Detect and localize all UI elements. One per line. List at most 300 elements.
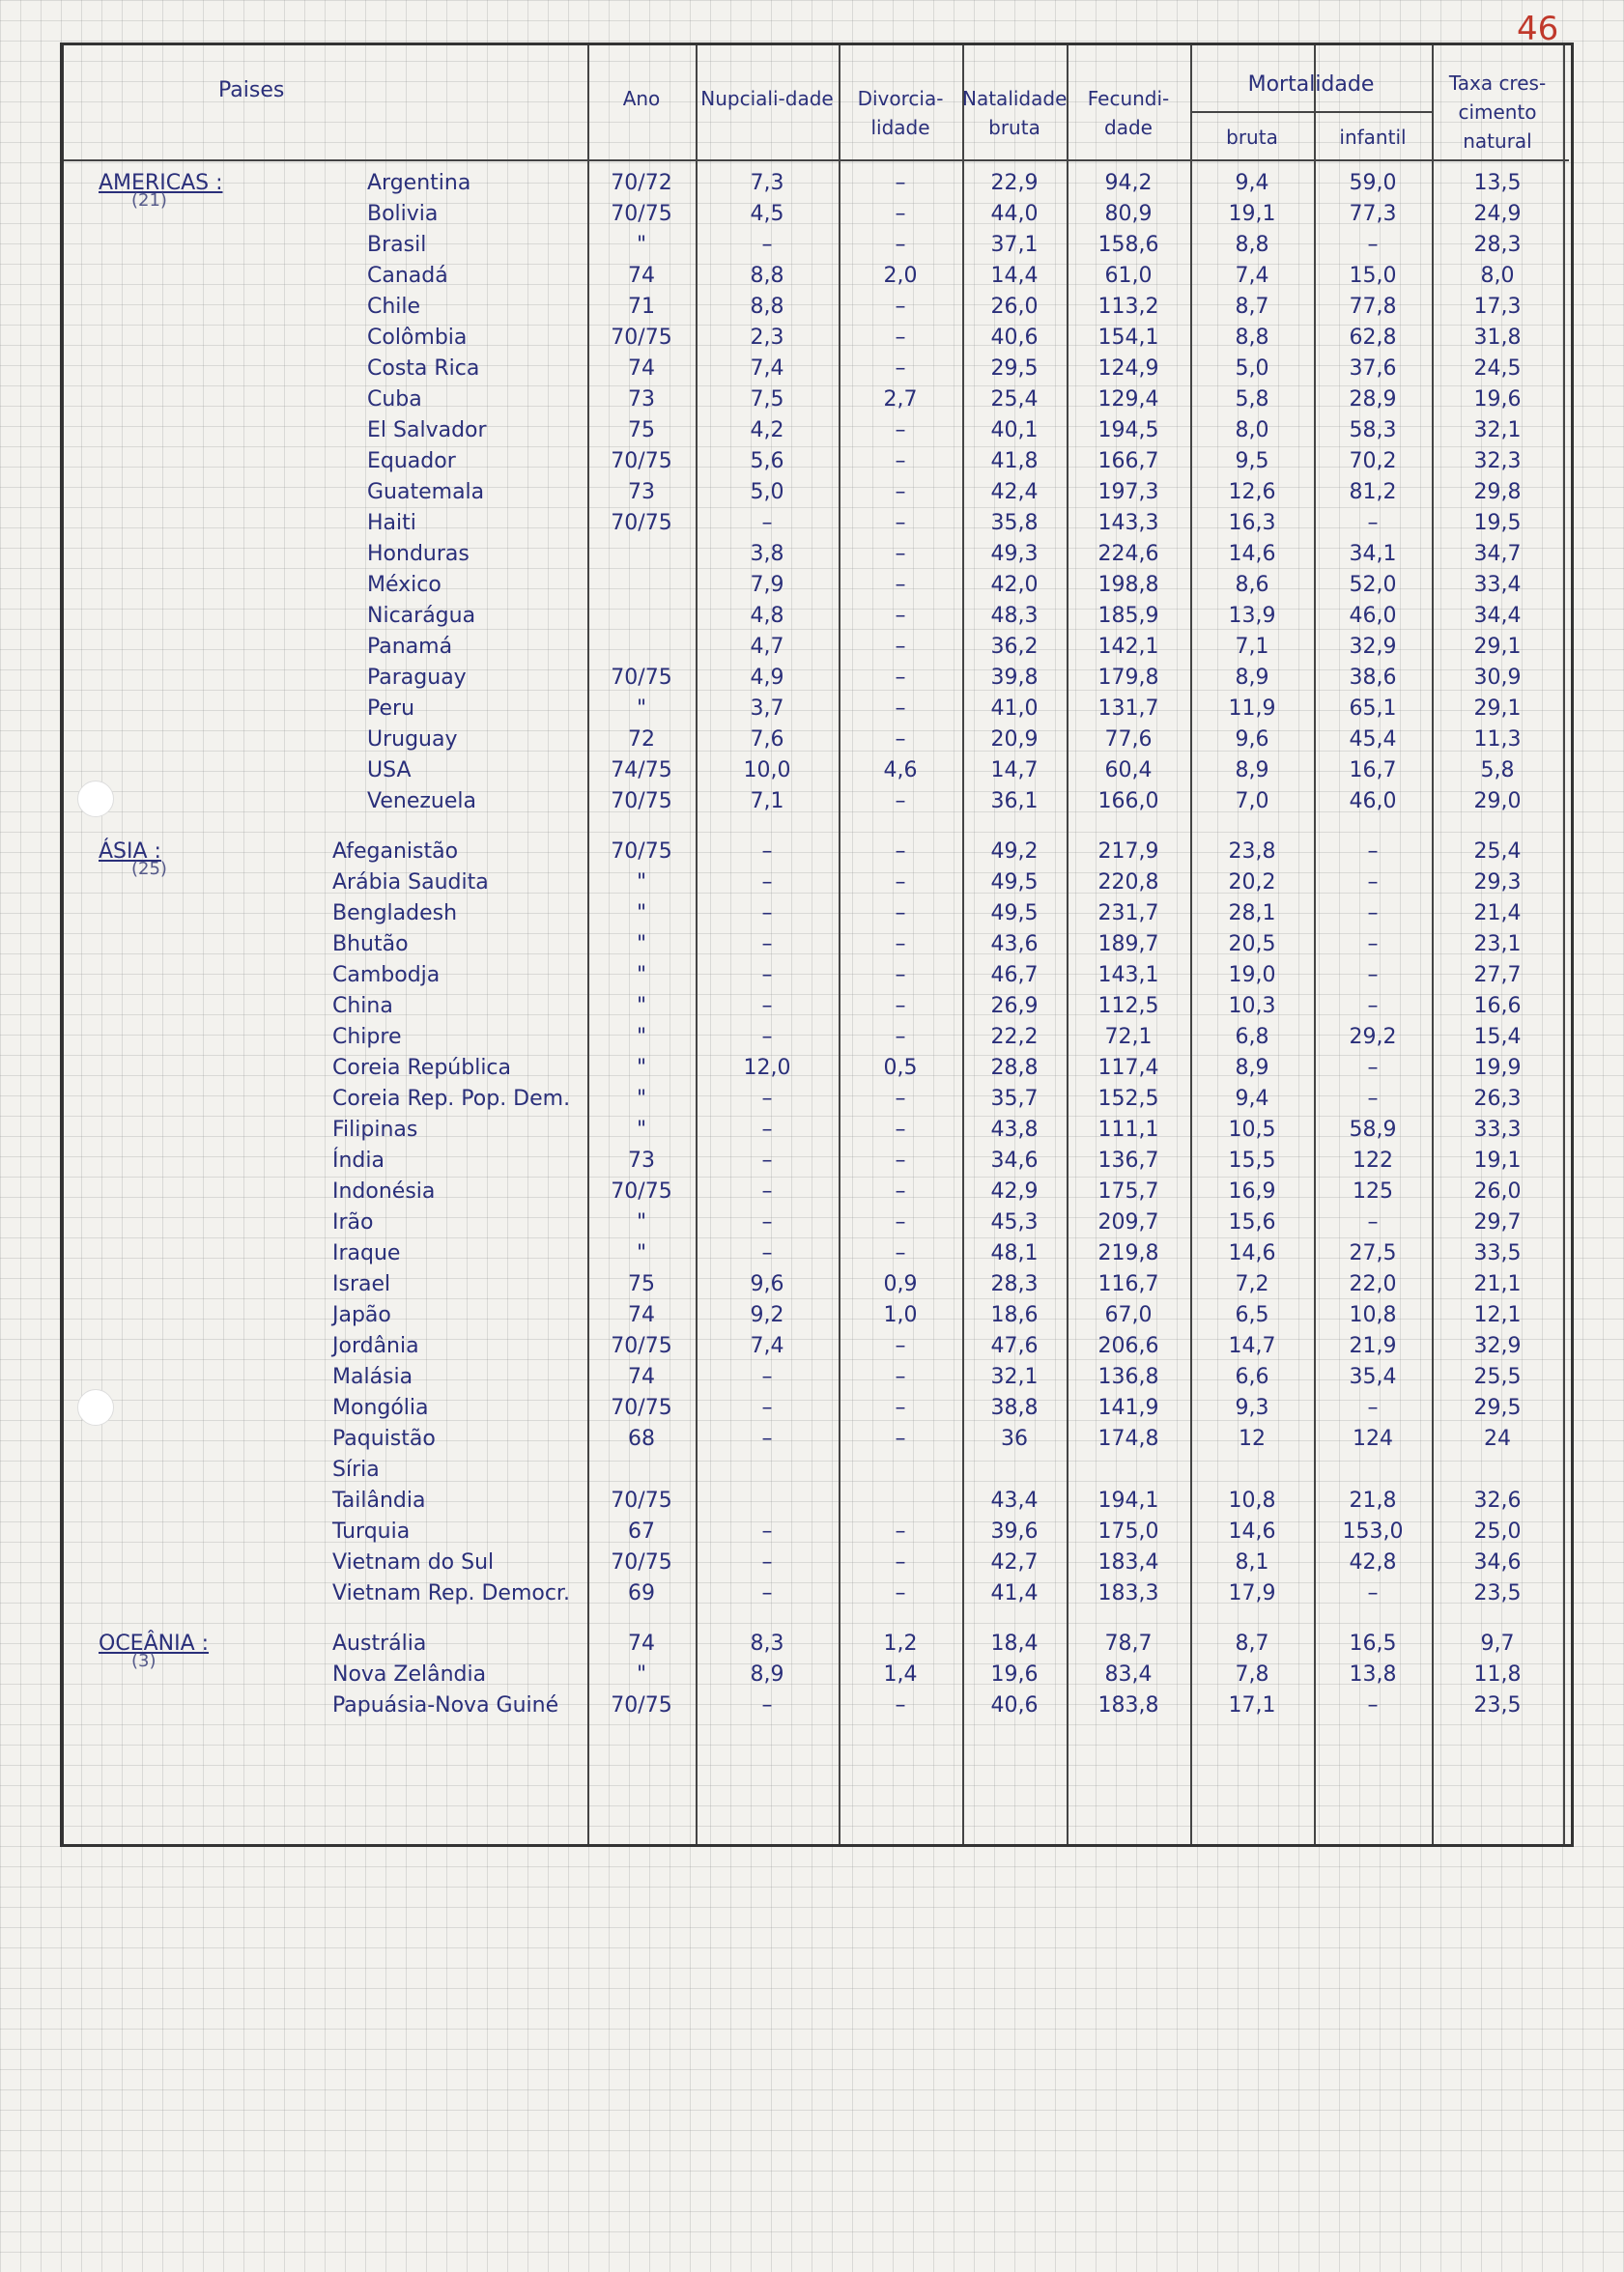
cell-fecundidade: 143,1 — [1097, 962, 1159, 987]
table-row — [64, 414, 1563, 445]
cell-fecundidade: 179,8 — [1097, 665, 1159, 690]
table-row — [64, 1516, 1563, 1547]
cell-natalidade: 40,6 — [990, 1692, 1039, 1718]
cell-mort-bruta: 6,5 — [1235, 1302, 1269, 1327]
cell-nupcialidade: – — [761, 962, 773, 987]
cell-divorcialidade: – — [895, 1086, 906, 1111]
cell-mort-bruta: 10,8 — [1228, 1488, 1276, 1513]
cell-fecundidade: 78,7 — [1104, 1631, 1153, 1656]
cell-ano: 70/75 — [611, 1395, 672, 1420]
cell-natalidade: 48,1 — [990, 1240, 1039, 1265]
cell-ano: " — [636, 993, 647, 1018]
cell-natalidade: 43,4 — [990, 1488, 1039, 1513]
cell-mort-bruta: 7,2 — [1235, 1271, 1269, 1296]
cell-mort-infantil: 77,3 — [1349, 201, 1397, 226]
cell-mort-bruta: 5,8 — [1235, 386, 1269, 412]
cell-natalidade: 42,7 — [990, 1549, 1039, 1575]
cell-fecundidade: 60,4 — [1104, 757, 1153, 782]
cell-mort-infantil: – — [1367, 931, 1379, 956]
cell-ano: " — [636, 1117, 647, 1142]
country-name: México — [367, 572, 442, 597]
cell-taxa: 8,0 — [1480, 263, 1515, 288]
country-name: Vietnam do Sul — [332, 1549, 495, 1575]
cell-ano: 68 — [628, 1426, 655, 1451]
cell-divorcialidade: – — [895, 1364, 906, 1389]
cell-mort-bruta: 10,5 — [1228, 1117, 1276, 1142]
country-name: Paquistão — [332, 1426, 436, 1451]
cell-nupcialidade: 8,3 — [750, 1631, 784, 1656]
cell-divorcialidade: – — [895, 696, 906, 721]
cell-nupcialidade: 9,6 — [750, 1271, 784, 1296]
cell-nupcialidade: 4,9 — [750, 665, 784, 690]
cell-nupcialidade: 9,2 — [750, 1302, 784, 1327]
cell-taxa: 11,8 — [1473, 1661, 1522, 1687]
cell-fecundidade: 166,0 — [1097, 788, 1159, 813]
separator-cell — [962, 1608, 1067, 1628]
table-row — [64, 1454, 1563, 1485]
cell-mort-infantil: 32,9 — [1349, 634, 1397, 659]
table-row — [64, 1052, 1563, 1083]
cell-nupcialidade: 7,5 — [750, 386, 784, 412]
cell-mort-infantil: – — [1367, 1055, 1379, 1080]
cell-fecundidade: 113,2 — [1097, 294, 1159, 319]
cell-mort-infantil: 13,8 — [1349, 1661, 1397, 1687]
table-row — [64, 1577, 1563, 1608]
region-count: (3) — [131, 1651, 157, 1671]
cell-taxa: 21,1 — [1473, 1271, 1522, 1296]
country-name: Nova Zelândia — [332, 1661, 487, 1687]
cell-natalidade: 47,6 — [990, 1333, 1039, 1358]
cell-divorcialidade: – — [895, 325, 906, 350]
cell-divorcialidade — [839, 1485, 962, 1516]
cell-taxa: 29,8 — [1473, 479, 1522, 504]
cell-divorcialidade: – — [895, 634, 906, 659]
separator-cell — [1067, 816, 1190, 836]
cell-mort-infantil: 81,2 — [1349, 479, 1397, 504]
cell-nupcialidade: – — [761, 900, 773, 925]
cell-taxa: 33,4 — [1473, 572, 1522, 597]
country-name: Chile — [367, 294, 421, 319]
cell-divorcialidade: – — [895, 1024, 906, 1049]
cell-nupcialidade: 3,7 — [750, 696, 784, 721]
country-name: Uruguay — [367, 726, 458, 752]
country-name: Vietnam Rep. Democr. — [332, 1580, 570, 1605]
country-name: Síria — [332, 1457, 380, 1482]
cell-mort-bruta: 16,3 — [1228, 510, 1276, 535]
cell-mort-bruta: 9,4 — [1235, 170, 1269, 195]
cell-ano: 70/75 — [611, 838, 672, 864]
cell-divorcialidade: – — [895, 232, 906, 257]
table-row — [64, 866, 1563, 897]
table-row — [64, 754, 1563, 785]
cell-natalidade: 49,3 — [990, 541, 1039, 566]
cell-mort-infantil: – — [1367, 993, 1379, 1018]
country-name: Cuba — [367, 386, 422, 412]
cell-mort-bruta: 28,1 — [1228, 900, 1276, 925]
separator-cell — [962, 816, 1067, 836]
cell-fecundidade: 189,7 — [1097, 931, 1159, 956]
cell-divorcialidade: – — [895, 510, 906, 535]
table-row — [64, 1268, 1563, 1299]
cell-mort-bruta: 9,4 — [1235, 1086, 1269, 1111]
cell-taxa: 34,4 — [1473, 603, 1522, 628]
cell-fecundidade: 72,1 — [1104, 1024, 1153, 1049]
table-row — [64, 1021, 1563, 1052]
cell-mort-infantil: 38,6 — [1349, 665, 1397, 690]
cell-divorcialidade: – — [895, 1179, 906, 1204]
cell-nupcialidade: 7,4 — [750, 355, 784, 381]
country-name: Iraque — [332, 1240, 401, 1265]
cell-ano: 74 — [628, 355, 655, 381]
cell-nupcialidade: – — [761, 232, 773, 257]
cell-fecundidade: 183,3 — [1097, 1580, 1159, 1605]
cell-nupcialidade: 4,5 — [750, 201, 784, 226]
table-row — [64, 569, 1563, 600]
page-number: 46 — [1517, 10, 1559, 48]
cell-mort-infantil: – — [1367, 1580, 1379, 1605]
country-name: Brasil — [367, 232, 427, 257]
cell-mort-bruta: 8,9 — [1235, 757, 1269, 782]
cell-mort-infantil: 52,0 — [1349, 572, 1397, 597]
cell-ano: 70/72 — [611, 170, 672, 195]
cell-mort-bruta: 7,4 — [1235, 263, 1269, 288]
cell-mort-infantil: – — [1367, 900, 1379, 925]
table-row — [64, 1114, 1563, 1145]
header-mortalidade: Mortalidade — [1247, 72, 1375, 97]
table-row — [64, 167, 1563, 198]
cell-ano: 73 — [628, 1148, 655, 1173]
table-row — [64, 1299, 1563, 1330]
cell-ano: " — [636, 900, 647, 925]
cell-mort-infantil: 77,8 — [1349, 294, 1397, 319]
country-name: Costa Rica — [367, 355, 480, 381]
cell-taxa: 21,4 — [1473, 900, 1522, 925]
cell-mort-bruta: 14,6 — [1228, 1240, 1276, 1265]
cell-fecundidade: 217,9 — [1097, 838, 1159, 864]
cell-ano: 70/75 — [611, 201, 672, 226]
cell-fecundidade: 183,8 — [1097, 1692, 1159, 1718]
cell-mort-bruta: 7,0 — [1235, 788, 1269, 813]
cell-taxa: 29,3 — [1473, 869, 1522, 895]
country-name: Argentina — [367, 170, 471, 195]
cell-ano — [587, 600, 696, 631]
cell-fecundidade: 83,4 — [1104, 1661, 1153, 1687]
country-name: Equador — [367, 448, 456, 473]
cell-natalidade: 40,1 — [990, 417, 1039, 442]
cell-taxa: 23,5 — [1473, 1580, 1522, 1605]
table-row — [64, 600, 1563, 631]
cell-divorcialidade — [839, 1454, 962, 1485]
cell-mort-bruta: 11,9 — [1228, 696, 1276, 721]
punch-hole — [77, 781, 114, 817]
cell-ano: 70/75 — [611, 788, 672, 813]
country-name: Bolivia — [367, 201, 439, 226]
cell-taxa: 26,0 — [1473, 1179, 1522, 1204]
cell-nupcialidade: – — [761, 510, 773, 535]
cell-mort-bruta: 10,3 — [1228, 993, 1276, 1018]
cell-ano: 70/75 — [611, 1333, 672, 1358]
cell-natalidade: 35,8 — [990, 510, 1039, 535]
cell-nupcialidade: – — [761, 1148, 773, 1173]
cell-mort-bruta: 8,7 — [1235, 294, 1269, 319]
cell-natalidade: 18,6 — [990, 1302, 1039, 1327]
cell-divorcialidade: – — [895, 417, 906, 442]
cell-mort-infantil: 35,4 — [1349, 1364, 1397, 1389]
country-name: Austrália — [332, 1631, 427, 1656]
cell-natalidade: 26,9 — [990, 993, 1039, 1018]
cell-mort-infantil: 46,0 — [1349, 788, 1397, 813]
cell-taxa: 34,6 — [1473, 1549, 1522, 1575]
cell-fecundidade: 154,1 — [1097, 325, 1159, 350]
cell-ano: 72 — [628, 726, 655, 752]
cell-mort-bruta: 13,9 — [1228, 603, 1276, 628]
table-row — [64, 928, 1563, 959]
cell-mort-infantil: 153,0 — [1342, 1519, 1404, 1544]
cell-natalidade: 14,7 — [990, 757, 1039, 782]
cell-nupcialidade: 5,6 — [750, 448, 784, 473]
cell-nupcialidade: 8,8 — [750, 294, 784, 319]
cell-fecundidade: 112,5 — [1097, 993, 1159, 1018]
cell-mort-infantil: 28,9 — [1349, 386, 1397, 412]
cell-mort-infantil: – — [1367, 1209, 1379, 1235]
cell-mort-bruta: 7,1 — [1235, 634, 1269, 659]
cell-taxa: 29,7 — [1473, 1209, 1522, 1235]
cell-mort-bruta: 5,0 — [1235, 355, 1269, 381]
cell-taxa: 19,6 — [1473, 386, 1522, 412]
cell-fecundidade: 219,8 — [1097, 1240, 1159, 1265]
country-name: Japão — [332, 1302, 391, 1327]
cell-mort-infantil: 15,0 — [1349, 263, 1397, 288]
cell-natalidade: 34,6 — [990, 1148, 1039, 1173]
cell-natalidade: 28,8 — [990, 1055, 1039, 1080]
header-nupcialidade: Nupciali-dade — [700, 87, 834, 110]
cell-nupcialidade: 8,8 — [750, 263, 784, 288]
header-mort-bruta: bruta — [1226, 126, 1278, 149]
cell-mort-bruta: 8,9 — [1235, 665, 1269, 690]
cell-fecundidade: 61,0 — [1104, 263, 1153, 288]
cell-mort-infantil: 10,8 — [1349, 1302, 1397, 1327]
cell-natalidade: 41,8 — [990, 448, 1039, 473]
country-name: Peru — [367, 696, 415, 721]
cell-divorcialidade: – — [895, 1209, 906, 1235]
country-name: Coreia Rep. Pop. Dem. — [332, 1086, 571, 1111]
cell-divorcialidade: – — [895, 726, 906, 752]
table-row — [64, 1392, 1563, 1423]
cell-fecundidade: 166,7 — [1097, 448, 1159, 473]
cell-fecundidade: 224,6 — [1097, 541, 1159, 566]
cell-nupcialidade: 7,6 — [750, 726, 784, 752]
cell-nupcialidade: – — [761, 1117, 773, 1142]
cell-mort-infantil: 37,6 — [1349, 355, 1397, 381]
cell-taxa: 15,4 — [1473, 1024, 1522, 1049]
separator-cell — [587, 1608, 696, 1628]
cell-taxa: 9,7 — [1480, 1631, 1515, 1656]
cell-nupcialidade: – — [761, 1179, 773, 1204]
cell-fecundidade: 143,3 — [1097, 510, 1159, 535]
cell-divorcialidade: – — [895, 479, 906, 504]
separator-cell — [696, 1608, 839, 1628]
country-name: Mongólia — [332, 1395, 429, 1420]
cell-mort-infantil: 122 — [1353, 1148, 1393, 1173]
cell-fecundidade: 185,9 — [1097, 603, 1159, 628]
table-row — [64, 1659, 1563, 1690]
header-ano: Ano — [622, 87, 661, 110]
cell-natalidade: 36 — [1001, 1426, 1028, 1451]
separator-cell — [1190, 1608, 1314, 1628]
cell-mort-infantil: 16,5 — [1349, 1631, 1397, 1656]
country-name: Tailândia — [332, 1488, 426, 1513]
cell-divorcialidade: – — [895, 1333, 906, 1358]
cell-mort-bruta: 9,5 — [1235, 448, 1269, 473]
cell-divorcialidade: – — [895, 1117, 906, 1142]
cell-mort-infantil: 16,7 — [1349, 757, 1397, 782]
cell-taxa: 32,6 — [1473, 1488, 1522, 1513]
region-count: (21) — [131, 190, 167, 211]
cell-mort-bruta: 9,3 — [1235, 1395, 1269, 1420]
country-name: Bhutão — [332, 931, 409, 956]
cell-mort-infantil: 124 — [1353, 1426, 1393, 1451]
table-row — [64, 631, 1563, 662]
cell-nupcialidade: 3,8 — [750, 541, 784, 566]
separator-cell — [696, 816, 839, 836]
cell-fecundidade: 124,9 — [1097, 355, 1159, 381]
separator-cell — [1314, 1608, 1432, 1628]
cell-taxa: 5,8 — [1480, 757, 1515, 782]
separator-cell — [1432, 816, 1563, 836]
cell-divorcialidade: – — [895, 1519, 906, 1544]
cell-natalidade: 32,1 — [990, 1364, 1039, 1389]
cell-taxa: 19,1 — [1473, 1148, 1522, 1173]
cell-natalidade — [962, 1454, 1067, 1485]
cell-fecundidade: 194,5 — [1097, 417, 1159, 442]
table-row — [64, 897, 1563, 928]
cell-mort-infantil: 58,9 — [1349, 1117, 1397, 1142]
country-name: Chipre — [332, 1024, 402, 1049]
country-name: Israel — [332, 1271, 391, 1296]
country-name: Bengladesh — [332, 900, 458, 925]
cell-taxa: 26,3 — [1473, 1086, 1522, 1111]
separator-cell — [1067, 1608, 1190, 1628]
table-row — [64, 785, 1563, 816]
column-rule — [1563, 45, 1565, 1844]
country-name: Afeganistão — [332, 838, 459, 864]
cell-fecundidade: 80,9 — [1104, 201, 1153, 226]
cell-natalidade: 37,1 — [990, 232, 1039, 257]
cell-divorcialidade: – — [895, 170, 906, 195]
cell-nupcialidade: 4,8 — [750, 603, 784, 628]
region-label: OCEÂNIA : — [99, 1631, 210, 1656]
cell-natalidade: 39,8 — [990, 665, 1039, 690]
cell-divorcialidade: – — [895, 1549, 906, 1575]
cell-natalidade: 22,9 — [990, 170, 1039, 195]
table-row — [64, 291, 1563, 322]
cell-mort-bruta: 8,9 — [1235, 1055, 1269, 1080]
cell-ano: " — [636, 869, 647, 895]
cell-divorcialidade: – — [895, 931, 906, 956]
cell-nupcialidade: – — [761, 931, 773, 956]
cell-divorcialidade: – — [895, 541, 906, 566]
cell-divorcialidade: 2,7 — [883, 386, 918, 412]
cell-mort-bruta: 17,9 — [1228, 1580, 1276, 1605]
cell-ano: 69 — [628, 1580, 655, 1605]
cell-taxa — [1432, 1454, 1563, 1485]
cell-mort-bruta: 6,6 — [1235, 1364, 1269, 1389]
cell-taxa: 24,9 — [1473, 201, 1522, 226]
table-row — [64, 1690, 1563, 1720]
cell-ano: 67 — [628, 1519, 655, 1544]
cell-mort-bruta: 15,6 — [1228, 1209, 1276, 1235]
table-row — [64, 383, 1563, 414]
table-body — [64, 167, 1563, 1720]
cell-taxa: 24,5 — [1473, 355, 1522, 381]
cell-nupcialidade: 4,7 — [750, 634, 784, 659]
cell-mort-bruta: 6,8 — [1235, 1024, 1269, 1049]
table-row — [64, 1207, 1563, 1237]
table-row — [64, 959, 1563, 990]
cell-nupcialidade: – — [761, 1086, 773, 1111]
cell-nupcialidade: 8,9 — [750, 1661, 784, 1687]
cell-taxa: 32,1 — [1473, 417, 1522, 442]
cell-fecundidade: 67,0 — [1104, 1302, 1153, 1327]
country-name: Guatemala — [367, 479, 485, 504]
cell-divorcialidade: – — [895, 665, 906, 690]
cell-natalidade: 41,4 — [990, 1580, 1039, 1605]
cell-mort-infantil: 42,8 — [1349, 1549, 1397, 1575]
cell-taxa: 29,1 — [1473, 634, 1522, 659]
cell-ano — [587, 631, 696, 662]
cell-taxa: 31,8 — [1473, 325, 1522, 350]
cell-mort-bruta: 14,6 — [1228, 541, 1276, 566]
header-natalidade: Natalidade bruta — [962, 87, 1068, 139]
cell-fecundidade: 198,8 — [1097, 572, 1159, 597]
cell-taxa: 19,9 — [1473, 1055, 1522, 1080]
cell-mort-infantil: 65,1 — [1349, 696, 1397, 721]
cell-divorcialidade: – — [895, 1395, 906, 1420]
cell-mort-infantil: – — [1367, 510, 1379, 535]
table-row — [64, 229, 1563, 260]
cell-divorcialidade: 1,4 — [883, 1661, 918, 1687]
cell-natalidade: 26,0 — [990, 294, 1039, 319]
cell-ano: 73 — [628, 386, 655, 412]
cell-mort-bruta: 8,8 — [1235, 232, 1269, 257]
cell-nupcialidade: 7,3 — [750, 170, 784, 195]
cell-ano: " — [636, 1055, 647, 1080]
table-row — [64, 1361, 1563, 1392]
cell-divorcialidade: – — [895, 572, 906, 597]
cell-taxa: 34,7 — [1473, 541, 1522, 566]
country-name: Arábia Saudita — [332, 869, 489, 895]
cell-taxa: 11,3 — [1473, 726, 1522, 752]
country-name: Paraguay — [367, 665, 467, 690]
cell-taxa: 29,5 — [1473, 1395, 1522, 1420]
cell-taxa: 23,5 — [1473, 1692, 1522, 1718]
cell-divorcialidade: – — [895, 993, 906, 1018]
cell-mort-bruta: 19,0 — [1228, 962, 1276, 987]
cell-natalidade: 42,9 — [990, 1179, 1039, 1204]
cell-divorcialidade: – — [895, 900, 906, 925]
cell-ano: 70/75 — [611, 1549, 672, 1575]
table-row — [64, 1423, 1563, 1454]
cell-fecundidade: 231,7 — [1097, 900, 1159, 925]
cell-mort-infantil: – — [1367, 1086, 1379, 1111]
cell-mort-infantil: – — [1367, 838, 1379, 864]
country-name: Indonésia — [332, 1179, 436, 1204]
cell-natalidade: 18,4 — [990, 1631, 1039, 1656]
cell-natalidade: 42,0 — [990, 572, 1039, 597]
cell-mort-infantil: 29,2 — [1349, 1024, 1397, 1049]
cell-mort-infantil: 58,3 — [1349, 417, 1397, 442]
cell-ano: 73 — [628, 479, 655, 504]
